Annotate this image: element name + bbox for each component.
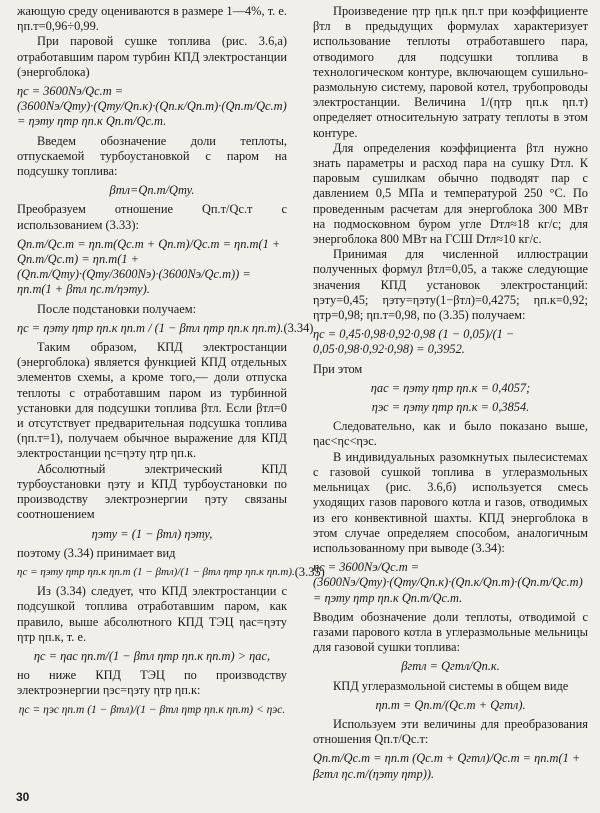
right-column: [313, 4, 588, 786]
equation: ηс = 3600Nэ/Qс.т = (3600Nэ/Qту)·(Qту/Qп.к)·(Qп.к/Qп.т)·(Qп.т/Qс.т) = ηэту ηтр ηп.к Qп.т/Qс.т.: [313, 560, 583, 605]
paragraph: После подстановки получаем:: [37, 301, 197, 316]
paragraph: При этом: [313, 361, 363, 376]
paragraph: Принимая для численной иллюстрации полученных формул βтл=0,05, а также следующие значения КПД установок электростанций: ηэту=0,45; ηэту=ηэту(1−βтл)=0,4275; ηп.к=0,92; ηтр=0,98; ηп.т=0,98, по (3.35) получаем:: [313, 247, 588, 323]
paragraph: Преобразуем отношение Qп.т/Qс.т с использованием (3.33):: [17, 202, 287, 232]
equation: Qп.т/Qс.т = ηп.т (Qс.т + Qгтл)/Qс.т = ηп.т(1 + βгтл ηс.т/(ηэту ηтр)).: [313, 751, 581, 781]
equation-number: (3.34): [283, 320, 314, 335]
paragraph: жающую среду оцениваются в размере 1—4%, т. е. ηп.т=0,96÷0,99.: [17, 4, 287, 34]
equation: Qп.т/Qс.т = ηп.т(Qс.т + Qп.т)/Qс.т = ηп.т(1 + Qп.т/Qс.т) = ηп.т(1 + (Qп.т/Qту)·(Qту/3600Nэ)·(3600Nэ/Qс.т)) = ηп.т(1 + βтл ηс.т/ηэту).: [17, 236, 281, 297]
equation: βгтл = Qгтл/Qп.к.: [401, 659, 500, 674]
equation-row: [17, 564, 325, 580]
paragraph: Введем обозначение доли теплоты, отпускаемой турбоустановкой с паром на подсушку топлива:: [17, 133, 287, 179]
equation: ηэс = ηэту ηтр ηп.к = 0,3854.: [371, 400, 530, 415]
equation: ηс = 3600Nэ/Qс.т = (3600Nэ/Qту)·(Qту/Qп.к)·(Qп.к/Qп.т)·(Qп.т/Qс.т) = ηэту ηтр ηп.к Qп.т/Qс.т.: [17, 84, 287, 129]
equation-row: [17, 320, 314, 336]
equation: ηс = ηэту ηтр ηп.к ηп.т (1 − βтл)/(1 − βтл ηтр ηп.к ηп.т).: [17, 565, 295, 578]
paragraph: Для определения коэффициента βтл нужно знать параметры и расход пара на сушку Dтл. К паровым сушилкам обычно подводят пар с давлением 0,5 МПа и температурой 250 °С. По проведенным расчетам для энергоблока 300 МВт на подмосковном буром угле Dтл≈18 кг/с; для энергоблока 800 МВт на ГСШ Dтл≈10 кг/с.: [313, 140, 588, 247]
paragraph: При паровой сушке топлива (рис. 3.6,а) отработавшим паром турбин КПД электростанции (энергоблока): [17, 34, 287, 79]
page-number: 30: [16, 790, 30, 804]
paragraph: Используем эти величины для преобразования отношения Qп.т/Qс.т:: [313, 716, 588, 747]
equation: ηас = ηэту ηтр ηп.к = 0,4057;: [370, 380, 531, 395]
equation: ηс = ηэту ηтр ηп.к ηп.т / (1 − βтл ηтр ηп.к ηп.т).: [17, 320, 284, 335]
equation: ηс = ηэс ηп.т (1 − βтл)/(1 − βтл ηтр ηп.к ηп.т) < ηэс.: [18, 703, 286, 716]
equation: βтл=Qп.т/Qту.: [109, 183, 195, 198]
paragraph: В индивидуальных разомкнутых пылесистемах с газовой сушкой топлива в углеразмольных мельницах (рис. 3.6,б) используется смесь уходящих газов парового котла и газов, отводимых из его конвективной шахты. КПД энергоблока в этом случае определяем способом, аналогичным использованному при выводе (3.34):: [313, 449, 588, 555]
paragraph: Из (3.34) следует, что КПД электростанции с подсушкой топлива отработавшим паром, как правило, выше абсолютного КПД ТЭЦ ηас=ηэту ηтр ηп.к, т. е.: [17, 584, 287, 644]
equation: ηс = 0,45·0,98·0,92·0,98 (1 − 0,05)/(1 − 0,05·0,98·0,92·0,98) = 0,3952.: [313, 327, 515, 357]
equation: ηс = ηас ηп.т/(1 − βтл ηтр ηп.к ηп.т) > ηас,: [33, 648, 271, 663]
paragraph: КПД углеразмольной системы в общем виде: [333, 678, 569, 693]
paragraph: Таким образом, КПД электростанции (энергоблока) является функцией КПД отдельных элементов схемы, а кроме того,— доли отпуска теплоты с отработавшим паром из турбинной установки для подсушки топлива βтл. Если βтл=0 и отсутствует предварительная подсушка топлива (ηп.т=1), получаем обычное выражение для КПД электростанции ηс=ηэту ηтр ηп.к.: [17, 340, 287, 461]
paragraph: Следовательно, как и было показано выше, ηас<ηс<ηэс.: [313, 419, 588, 449]
equation: ηэту = (1 − βтл) ηэту,: [91, 526, 213, 541]
paragraph: Вводим обозначение доли теплоты, отводимой с газами парового котла в углеразмольные мельницы для газовой сушки топлива:: [313, 609, 588, 655]
paragraph: Абсолютный электрический КПД турбоустановки ηэту и КПД турбоустановки по производству электроэнергии ηэту связаны соотношением: [17, 461, 287, 522]
equation: ηп.т = Qп.т/(Qс.т + Qгтл).: [375, 697, 526, 712]
equation-number: (3.35): [294, 564, 325, 579]
paragraph: но ниже КПД ТЭЦ по производству электроэнергии ηэс=ηэту ηтр ηп.к:: [17, 668, 287, 698]
left-column: [17, 4, 325, 722]
paragraph: Произведение ηтр ηп.к ηп.т при коэффициенте βтл в предыдущих формулах характеризует использование теплоты отработавшего пара, отводимого для подсушки топлива в технологическом контуре, включающем сушильно-размольную систему, паровой котел, трубопроводы электростанции. Величина 1/(ηтр ηп.к ηп.т) определяет относительную затрату теплоты в этом контуре.: [313, 4, 588, 140]
paragraph: поэтому (3.34) принимает вид: [17, 545, 176, 560]
